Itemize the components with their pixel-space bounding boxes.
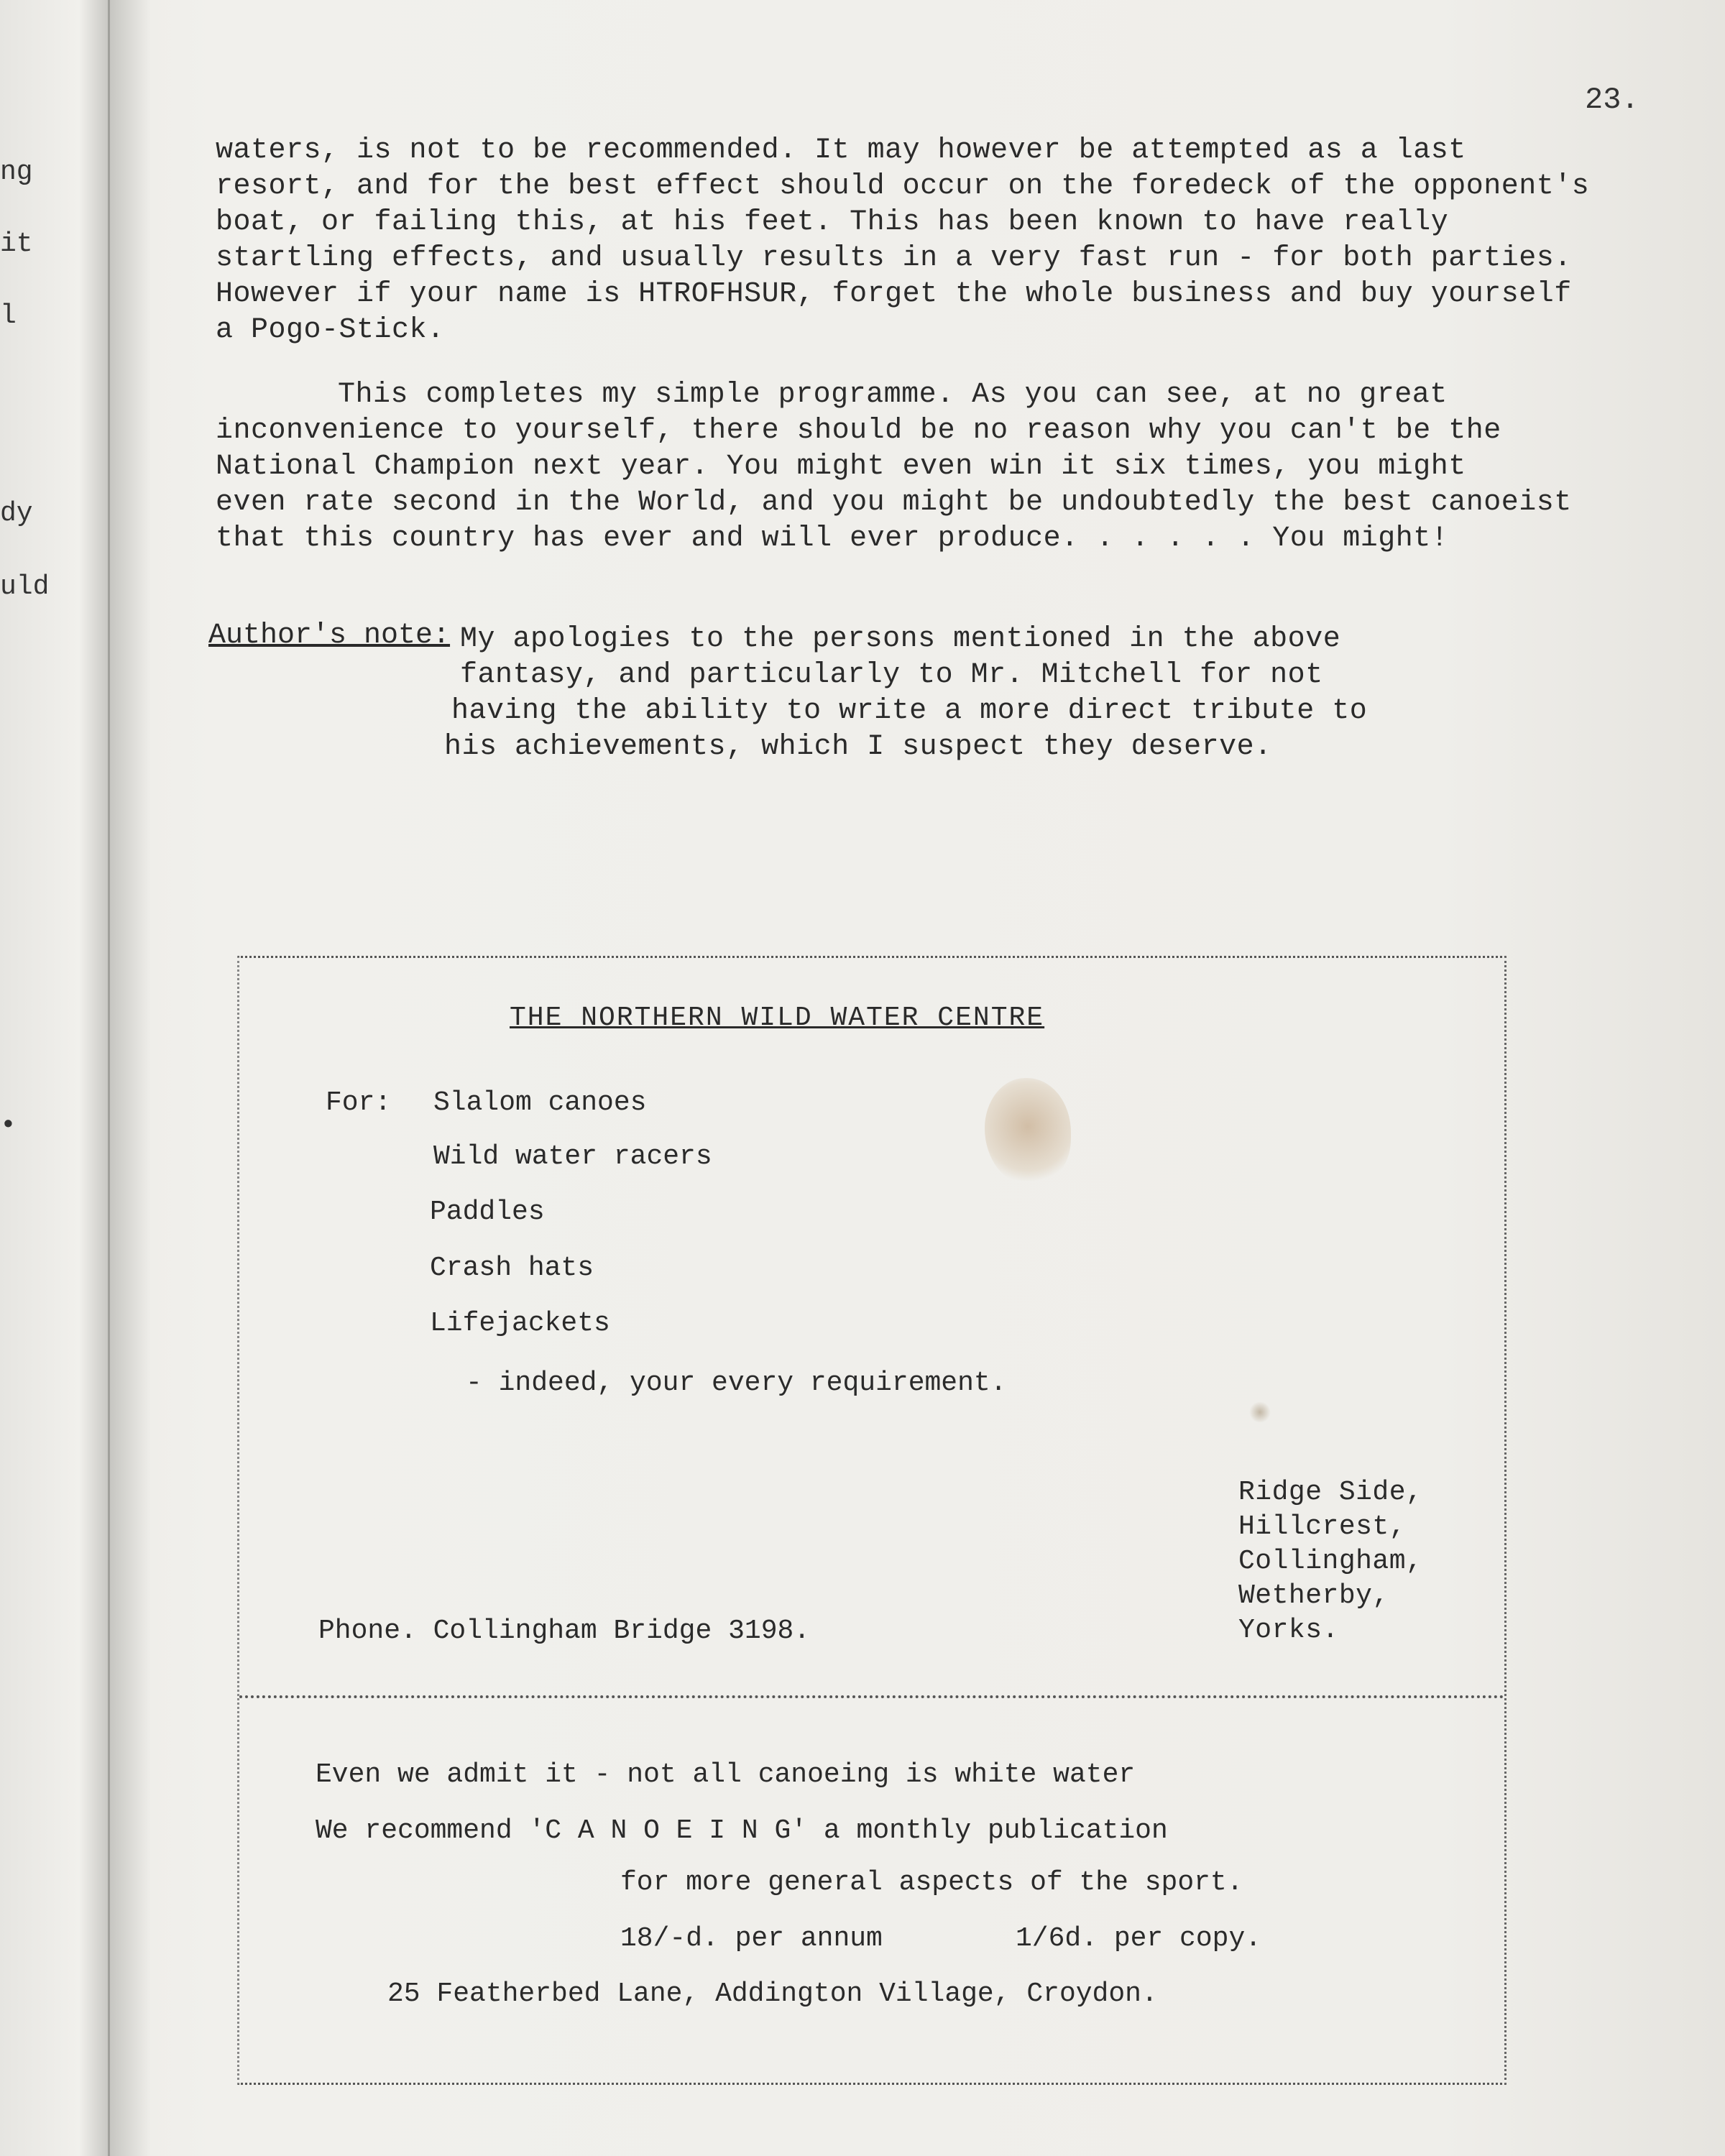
advert-requirement: - indeed, your every requirement.: [466, 1368, 1007, 1399]
advert-item: Wild water racers: [433, 1141, 712, 1172]
paper-speck: [1249, 1401, 1271, 1423]
text-line: his achievements, which I suspect they deserve.: [444, 731, 1272, 763]
facing-page-edge: [0, 0, 110, 2156]
canoeing-address: 25 Featherbed Lane, Addington Village, Croydon.: [387, 1978, 1158, 2009]
paragraph-spacer: [216, 349, 1639, 377]
canoeing-ad-line: We recommend 'C A N O E I N G' a monthly publication: [316, 1815, 1168, 1846]
text-line: a Pogo-Stick.: [216, 314, 445, 346]
text-line: My apologies to the persons mentioned in the above: [460, 623, 1341, 655]
canoeing-ad-line: for more general aspects of the sport.: [620, 1867, 1243, 1898]
facing-page-fragment: ng: [0, 157, 33, 188]
address-line: Wetherby,: [1238, 1580, 1389, 1611]
facing-page-fragment: l: [0, 300, 17, 331]
text-line: fantasy, and particularly to Mr. Mitchell for not: [460, 659, 1323, 691]
advert-item: Lifejackets: [430, 1308, 610, 1339]
text-line: However if your name is HTROFHSUR, forget the whole business and buy yourself: [216, 278, 1572, 310]
address-line: Ridge Side,: [1238, 1477, 1423, 1508]
advert-item: Crash hats: [430, 1253, 594, 1284]
page-number: 23.: [1585, 83, 1639, 117]
canoeing-ad-line: Even we admit it - not all canoeing is white water: [316, 1759, 1136, 1790]
text-line: even rate second in the World, and you might be undoubtedly the best canoeist: [216, 487, 1572, 519]
text-line: that this country has ever and will ever produce. . . . . . You might!: [216, 522, 1449, 555]
text-line: inconvenience to yourself, there should be no reason why you can't be the: [216, 415, 1501, 447]
advert-title: THE NORTHERN WILD WATER CENTRE: [510, 1003, 1045, 1033]
text-line: having the ability to write a more direct tribute to: [451, 695, 1368, 727]
text-line: startling effects, and usually results in a very fast run - for both parties.: [216, 242, 1572, 275]
facing-page-fragment: it: [0, 229, 33, 259]
text-line: boat, or failing this, at his feet. This has been known to have really: [216, 206, 1449, 239]
address-line: Hillcrest,: [1238, 1511, 1407, 1542]
binding-gutter: [108, 0, 151, 2156]
canoeing-price-copy: 1/6d. per copy.: [1016, 1923, 1262, 1954]
advertisement-box: [237, 956, 1506, 2085]
facing-page-fragment: dy: [0, 498, 33, 529]
text-line: resort, and for the best effect should occur on the foredeck of the opponent's: [216, 170, 1590, 203]
text-line: waters, is not to be recommended. It may however be attempted as a last: [216, 134, 1466, 167]
text-line: National Champion next year. You might even win it six times, you might: [216, 451, 1466, 483]
main-text: [216, 133, 1639, 557]
facing-page-fragment: uld: [0, 571, 50, 602]
advert-item: Slalom canoes: [433, 1087, 647, 1118]
advert-item: Paddles: [430, 1197, 545, 1227]
address-line: Collingham,: [1238, 1546, 1423, 1577]
address-line: Yorks.: [1238, 1615, 1339, 1646]
advert-address: [1238, 1475, 1422, 1648]
advert-for-label: For:: [326, 1087, 392, 1118]
advert-phone: Phone. Collingham Bridge 3198.: [318, 1616, 811, 1646]
facing-page-fragment: •: [0, 1110, 17, 1141]
text-line: This completes my simple programme. As you can see, at no great: [338, 379, 1448, 411]
author-note-label: Author's note:: [208, 619, 451, 652]
author-note-body: [444, 622, 1368, 765]
canoeing-price-annum: 18/-d. per annum: [620, 1923, 883, 1954]
advert-divider: [239, 1695, 1504, 1698]
